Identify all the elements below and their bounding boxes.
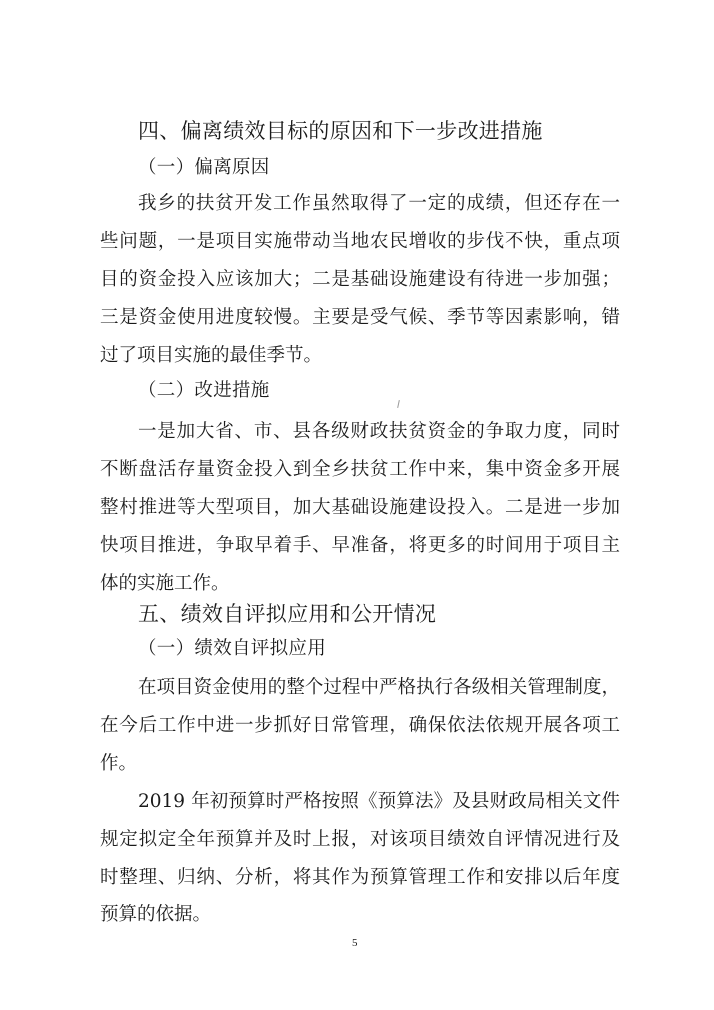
scan-speck	[397, 400, 400, 408]
paragraph-line: 规定拟定全年预算并及时上报，对该项目绩效自评情况进行及	[100, 829, 620, 850]
section-4-heading: 四、偏离绩效目标的原因和下一步改进措施	[138, 119, 543, 143]
paragraph-line: 时整理、归纳、分析，将其作为预算管理工作和安排以后年度	[100, 867, 620, 888]
paragraph-line: 我乡的扶贫开发工作虽然取得了一定的成绩，但还存在一	[138, 193, 620, 214]
paragraph-line: 整村推进等大型项目，加大基础设施建设投入。二是进一步加	[100, 497, 620, 518]
section-5-heading: 五、绩效自评拟应用和公开情况	[138, 602, 437, 626]
paragraph-line: 三是资金使用进度较慢。主要是受气候、季节等因素影响，错	[100, 307, 620, 328]
paragraph-line: 作。	[100, 753, 138, 774]
paragraph-line: 快项目推进，争取早着手、早准备，将更多的时间用于项目主	[100, 535, 620, 556]
section-4-2-heading: （二）改进措施	[138, 380, 270, 401]
paragraph-line: 些问题，一是项目实施带动当地农民增收的步伐不快，重点项	[100, 231, 620, 252]
section-4-1-heading: （一）偏离原因	[138, 157, 270, 178]
paragraph-line: 不断盘活存量资金投入到全乡扶贫工作中来，集中资金多开展	[100, 459, 620, 480]
paragraph-line: 一是加大省、市、县各级财政扶贫资金的争取力度，同时	[138, 421, 620, 442]
paragraph-line: 体的实施工作。	[100, 573, 230, 594]
section-5-1-heading: （一）绩效自评拟应用	[138, 638, 327, 659]
paragraph-line: 在今后工作中进一步抓好日常管理，确保依法依规开展各项工	[100, 715, 620, 736]
paragraph-line: 2019 年初预算时严格按照《预算法》及县财政局相关文件	[138, 791, 620, 812]
paragraph-line: 预算的依据。	[100, 904, 212, 925]
paragraph-line: 过了项目实施的最佳季节。	[100, 345, 323, 366]
page-number: 5	[352, 937, 358, 949]
paragraph-line: 目的资金投入应该加大；二是基础设施建设有待进一步加强；	[100, 269, 620, 290]
paragraph-line: 在项目资金使用的整个过程中严格执行各级相关管理制度，	[138, 677, 620, 698]
